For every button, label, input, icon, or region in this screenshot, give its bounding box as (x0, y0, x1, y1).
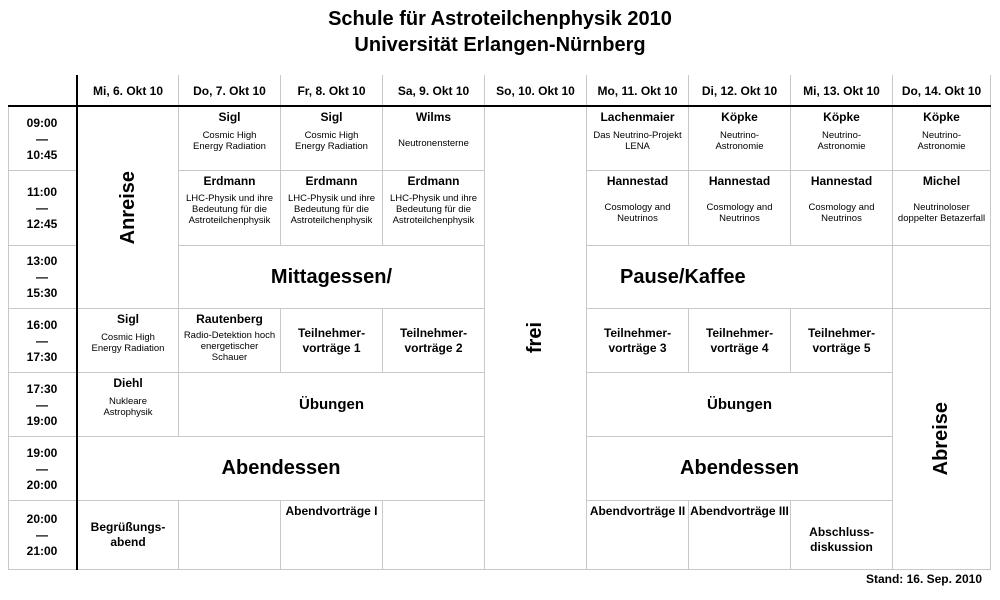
break-label: Pause/Kaffee (620, 265, 746, 288)
time-start: 19:00 (26, 445, 58, 460)
evening-talk (587, 501, 688, 569)
time-start: 16:00 (26, 317, 58, 332)
welcome-evening: Begrüßungs-abend (90, 520, 166, 549)
frei-block (485, 107, 586, 569)
time-slot (8, 107, 76, 170)
participant-talks: Teilnehmer-vorträge 4 (705, 325, 774, 355)
evening-talk-label: Abendvorträge III (690, 504, 789, 518)
time-end: 21:00 (26, 544, 58, 558)
session-cell (281, 107, 382, 170)
session-topic: Nukleare Astrophysik (103, 396, 153, 418)
time-start: 17:30 (26, 381, 58, 396)
time-separator: — (36, 201, 48, 215)
session-cell (179, 171, 280, 245)
day-header: Mo, 11. Okt 10 (597, 83, 678, 98)
session-topic: Cosmology and Neutrinos (604, 202, 671, 224)
dinner-block (78, 437, 484, 500)
session-cell (383, 171, 484, 245)
time-end: 10:45 (26, 147, 58, 162)
participant-talks: Teilnehmer-vorträge 2 (399, 325, 468, 355)
session-cell (78, 309, 178, 372)
speaker-name: Michel (922, 174, 961, 188)
time-separator: — (36, 333, 48, 348)
participant-talks: Teilnehmer-vorträge 5 (807, 325, 876, 355)
time-start: 20:00 (26, 512, 58, 526)
exercises-label: Übungen (299, 396, 364, 413)
session-cell (689, 171, 790, 245)
session-topic: Das Neutrino-Projekt LENA (593, 130, 682, 152)
time-end: 20:00 (26, 477, 58, 492)
evening-talk-label: Abendvorträge II (589, 504, 686, 518)
time-start: 09:00 (26, 115, 58, 130)
abreise-label: Abreise (930, 402, 952, 476)
session-topic: Neutrino-Astronomie (715, 130, 764, 152)
session-topic: Radio-Detektion hoch energetischer Schauer (183, 330, 276, 363)
speaker-name: Hannestad (606, 174, 669, 188)
time-end: 19:00 (26, 413, 58, 428)
time-separator: — (36, 270, 48, 284)
exercises-block (587, 373, 892, 436)
time-slot (8, 309, 76, 372)
time-separator: — (36, 131, 48, 146)
session-topic: Cosmic High Energy Radiation (193, 130, 266, 152)
session-cell (383, 107, 484, 170)
session-topic: Neutrino-Astronomie (917, 130, 966, 152)
dinner-block (587, 437, 892, 500)
day-header: Di, 12. Okt 10 (701, 83, 778, 98)
speaker-name: Wilms (415, 110, 452, 124)
speaker-name: Erdmann (203, 174, 256, 188)
lunch-label: Mittagessen/ (270, 265, 393, 288)
speaker-name: Sigl (320, 110, 343, 124)
speaker-name: Hannestad (708, 174, 771, 188)
page-subtitle: Universität Erlangen-Nürnberg (354, 34, 646, 56)
time-separator: — (36, 461, 48, 476)
time-start: 11:00 (26, 185, 58, 199)
dinner-label: Abendessen (680, 457, 799, 479)
speaker-name: Rautenberg (196, 312, 263, 326)
day-header: Mi, 13. Okt 10 (803, 83, 880, 98)
frei-label: frei (524, 322, 546, 354)
session-cell (179, 309, 280, 372)
session-cell (893, 107, 990, 170)
time-separator: — (36, 397, 48, 412)
evening-talk (281, 501, 382, 569)
time-end: 17:30 (26, 349, 58, 364)
session-topic: LHC-Physik und ihre Bedeutung für die Astroteilchenphysik (287, 193, 376, 226)
break-block (587, 246, 892, 308)
day-header: Do, 7. Okt 10 (193, 83, 266, 98)
participant-talks: Teilnehmer-vorträge 3 (603, 325, 672, 355)
time-slot (8, 501, 76, 569)
session-cell (587, 107, 688, 170)
time-slot (8, 246, 76, 308)
speaker-name: Köpke (923, 110, 960, 124)
lunch-block (179, 246, 484, 308)
session-topic: Cosmology and Neutrinos (808, 202, 875, 224)
time-slot (8, 171, 76, 245)
page-title: Schule für Astroteilchenphysik 2010 (328, 8, 672, 30)
session-topic: Cosmic High Energy Radiation (295, 130, 368, 152)
status-date: Stand: 16. Sep. 2010 (865, 572, 982, 586)
session-topic: Cosmology and Neutrinos (706, 202, 773, 224)
evening-talk-label: Abendvorträge I (285, 504, 378, 518)
day-header: Sa, 9. Okt 10 (397, 83, 470, 98)
anreise-block (78, 107, 178, 308)
speaker-name: Diehl (113, 376, 143, 390)
schedule-table (8, 75, 991, 570)
speaker-name: Hannestad (810, 174, 873, 188)
session-topic: LHC-Physik und ihre Bedeutung für die Astroteilchenphysik (185, 193, 274, 226)
day-header: Do, 14. Okt 10 (901, 83, 982, 98)
time-separator: — (36, 528, 48, 542)
evening-talk (689, 501, 790, 569)
grid-line (990, 75, 991, 570)
time-end: 12:45 (26, 217, 58, 231)
time-start: 13:00 (26, 254, 58, 268)
time-slot (8, 437, 76, 500)
session-topic: Neutronensterne (398, 138, 469, 149)
session-topic: Neutrino-Astronomie (817, 130, 866, 152)
session-topic: Neutrinoloser doppelter Betazerfall (897, 202, 986, 224)
session-topic: LHC-Physik und ihre Bedeutung für die Astroteilchenphysik (389, 193, 478, 226)
speaker-name: Erdmann (407, 174, 460, 188)
exercises-label: Übungen (707, 396, 772, 413)
participant-talks: Teilnehmer-vorträge 1 (297, 325, 366, 355)
session-cell (893, 171, 990, 245)
session-topic: Cosmic High Energy Radiation (91, 332, 165, 354)
grid-line (8, 569, 991, 570)
session-cell (791, 107, 892, 170)
dinner-label: Abendessen (221, 457, 341, 479)
abreise-block (893, 309, 990, 569)
time-end: 15:30 (26, 286, 58, 300)
day-header: Mi, 6. Okt 10 (92, 83, 164, 98)
speaker-name: Lachenmaier (600, 110, 675, 124)
closing-discussion: Abschluss-diskussion (809, 525, 874, 554)
session-cell (78, 373, 178, 436)
speaker-name: Erdmann (305, 174, 358, 188)
exercises-block (179, 373, 484, 436)
time-slot (8, 373, 76, 436)
session-cell (689, 107, 790, 170)
session-cell (179, 107, 280, 170)
session-cell (587, 171, 688, 245)
day-header: Fr, 8. Okt 10 (297, 83, 366, 98)
speaker-name: Sigl (218, 110, 241, 124)
session-cell (791, 171, 892, 245)
speaker-name: Köpke (721, 110, 758, 124)
day-header: So, 10. Okt 10 (496, 83, 575, 98)
speaker-name: Sigl (116, 312, 139, 326)
speaker-name: Köpke (823, 110, 860, 124)
anreise-label: Anreise (116, 170, 139, 245)
session-cell (281, 171, 382, 245)
